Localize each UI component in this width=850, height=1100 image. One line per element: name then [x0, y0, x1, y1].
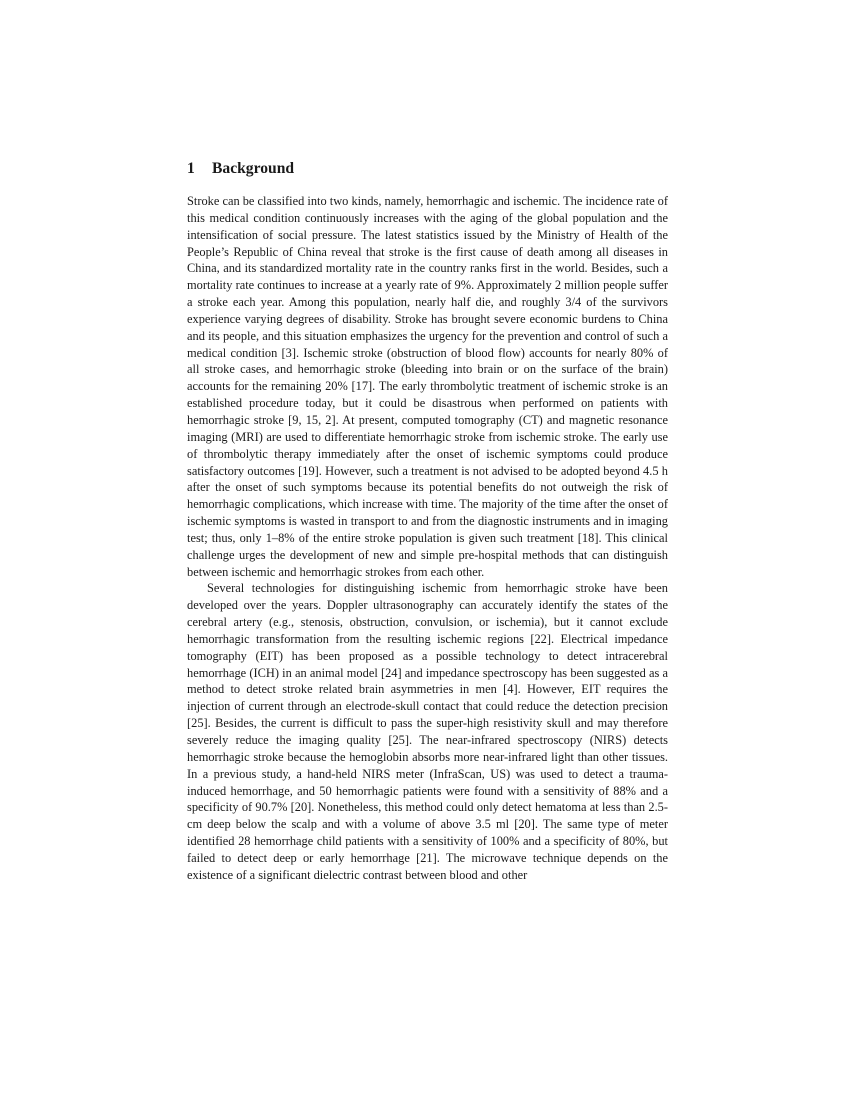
section-number: 1: [187, 160, 195, 177]
section-heading: [187, 158, 668, 180]
section-title: Background: [212, 160, 295, 177]
paragraph-1: Stroke can be classified into two kinds, namely, hemorrhagic and ischemic. The incidence rate of this medical condition continuously increases with the aging of the global population and the intensification of social pressure. The latest statistics issued by the Ministry of Health of the People’s Republic of China reveal that stroke is the first cause of death among all diseases in China, and its standardized mortality rate in the country ranks first in the world. Besides, such a mortality rate continues to increase at a yearly rate of 9%. Approximately 2 million people suffer a stroke each year. Among this population, nearly half die, and roughly 3/4 of the survivors experience varying degrees of disability. Stroke has brought severe economic burdens to China and its people, and this situation emphasizes the urgency for the prevention and control of such a medical condition [3]. Ischemic stroke (obstruction of blood flow) accounts for nearly 80% of all stroke cases, and hemorrhagic stroke (bleeding into brain or on the surface of the brain) accounts for the remaining 20% [17]. The early thrombolytic treatment of ischemic stroke is an established procedure today, but it could be disastrous when performed on patients with hemorrhagic stroke [9, 15, 2]. At present, computed tomography (CT) and magnetic resonance imaging (MRI) are used to differentiate hemorrhagic stroke from ischemic stroke. The early use of thrombolytic therapy immediately after the onset of ischemic symptoms could produce satisfactory outcomes [19]. However, such a treatment is not advised to be adopted beyond 4.5 h after the onset of such symptoms because its potential benefits do not outweigh the risk of hemorrhagic complications, which increase with time. The majority of the time after the onset of ischemic symptoms is wasted in transport to and from the diagnostic instruments and in imaging test; thus, only 1–8% of the entire stroke population is given such treatment [18]. This clinical challenge urges the development of new and simple pre-hospital methods that can distinguish between ischemic and hemorrhagic strokes from each other.: [187, 194, 669, 579]
page-content: [187, 158, 668, 884]
paragraph-2: Several technologies for distinguishing ischemic from hemorrhagic stroke have been developed over the years. Doppler ultrasonography can accurately identify the states of the cerebral artery (e.g., stenosis, obstruction, convulsion, or ischemia), but it cannot exclude hemorrhagic transformation from the resulting ischemic regions [22]. Electrical impedance tomography (EIT) has been proposed as a possible technology to detect intracerebral hemorrhage (ICH) in an animal model [24] and impedance spectroscopy has been suggested as a method to detect stroke related brain asymmetries in men [4]. However, EIT requires the injection of current through an electrode-skull contact that could reduce the detection precision [25]. Besides, the current is difficult to pass the super-high resistivity skull and may therefore severely reduce the imaging quality [25]. The near-infrared spectroscopy (NIRS) detects hemorrhagic stroke because the hemoglobin absorbs more near-infrared light than other tissues. In a previous study, a hand-held NIRS meter (InfraScan, US) was used to detect a trauma-induced hemorrhage, and 50 hemorrhagic patients were found with a sensitivity of 88% and a specificity of 90.7% [20]. Nonetheless, this method could only detect hematoma at less than 2.5-cm deep below the scalp and with a volume of above 3.5 ml [20]. The same type of meter identified 28 hemorrhage child patients with a sensitivity of 100% and a specificity of 80%, but failed to detect deep or early hemorrhage [21]. The microwave technique depends on the existence of a significant dielectric contrast between blood and other: [187, 581, 668, 882]
